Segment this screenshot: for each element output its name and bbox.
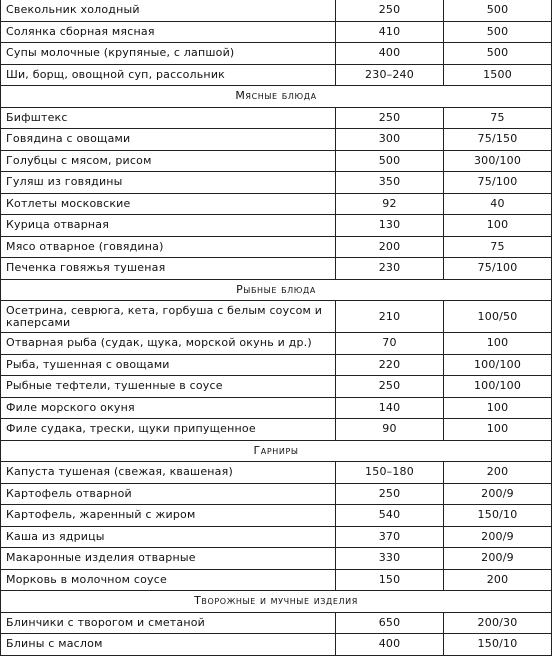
dish-name-cell: Мясо отварное (говядина) (1, 236, 336, 258)
dish-name-cell: Картофель отварной (1, 483, 336, 505)
value-b-cell: 200/9 (444, 483, 552, 505)
dish-name-cell: Отварная рыба (судак, щука, морской окунь и др.) (1, 333, 336, 355)
value-a-cell: 210 (336, 301, 444, 333)
table-row (1, 107, 552, 129)
dish-name-cell: Голубцы с мясом, рисом (1, 150, 336, 172)
value-b-cell: 500 (444, 21, 552, 43)
table-row (1, 236, 552, 258)
value-a-cell: 250 (336, 376, 444, 398)
value-a-cell: 70 (336, 333, 444, 355)
table-row (1, 505, 552, 527)
dish-name-cell: Рыбные тефтели, тушенные в соусе (1, 376, 336, 398)
value-a-cell: 220 (336, 354, 444, 376)
dish-name-cell: Морковь в молочном соусе (1, 569, 336, 591)
table-row (1, 354, 552, 376)
dish-name-cell: Свекольник холодный (1, 0, 336, 21)
value-b-cell: 100 (444, 397, 552, 419)
value-b-cell: 200/30 (444, 612, 552, 634)
dish-name-cell: Супы молочные (крупяные, с лапшой) (1, 43, 336, 65)
value-b-cell: 150/10 (444, 634, 552, 656)
dish-name-cell: Блинчики с творогом и сметаной (1, 612, 336, 634)
table-row (1, 333, 552, 355)
value-b-cell: 75/100 (444, 172, 552, 194)
dish-name-cell: Гуляш из говядины (1, 172, 336, 194)
table-row (1, 548, 552, 570)
value-b-cell: 40 (444, 193, 552, 215)
value-a-cell: 90 (336, 419, 444, 441)
section-header-row (1, 279, 552, 301)
table-row (1, 0, 552, 21)
value-a-cell: 500 (336, 150, 444, 172)
value-a-cell: 540 (336, 505, 444, 527)
value-b-cell: 200/9 (444, 548, 552, 570)
value-a-cell: 410 (336, 21, 444, 43)
value-a-cell: 150 (336, 569, 444, 591)
value-b-cell: 100 (444, 215, 552, 237)
dish-name-cell: Каша из ядрицы (1, 526, 336, 548)
table-row (1, 526, 552, 548)
value-b-cell: 200 (444, 569, 552, 591)
table-row (1, 419, 552, 441)
dish-name-cell: Котлеты московские (1, 193, 336, 215)
value-b-cell: 200 (444, 462, 552, 484)
value-b-cell: 1500 (444, 64, 552, 86)
value-a-cell: 150–180 (336, 462, 444, 484)
value-b-cell: 300/100 (444, 150, 552, 172)
table-row (1, 483, 552, 505)
table-row (1, 612, 552, 634)
dish-name-cell: Макаронные изделия отварные (1, 548, 336, 570)
value-b-cell: 75/100 (444, 258, 552, 280)
table-row (1, 258, 552, 280)
section-title: Творожные и мучные изделия (1, 591, 552, 613)
table-row (1, 129, 552, 151)
value-a-cell: 250 (336, 0, 444, 21)
value-b-cell: 100/100 (444, 376, 552, 398)
dish-name-cell: Ши, борщ, овощной суп, рассольник (1, 64, 336, 86)
section-title: Гарниры (1, 440, 552, 462)
value-a-cell: 370 (336, 526, 444, 548)
table-row (1, 43, 552, 65)
value-a-cell: 400 (336, 43, 444, 65)
table-row (1, 634, 552, 656)
table-row (1, 172, 552, 194)
value-a-cell: 140 (336, 397, 444, 419)
dish-name-cell: Бифштекс (1, 107, 336, 129)
value-a-cell: 250 (336, 107, 444, 129)
table-row (1, 397, 552, 419)
section-header-row (1, 86, 552, 108)
section-header-row (1, 440, 552, 462)
value-b-cell: 75 (444, 236, 552, 258)
value-a-cell: 92 (336, 193, 444, 215)
value-a-cell: 230–240 (336, 64, 444, 86)
value-a-cell: 230 (336, 258, 444, 280)
value-b-cell: 500 (444, 0, 552, 21)
value-a-cell: 300 (336, 129, 444, 151)
table-row (1, 21, 552, 43)
value-b-cell: 100/100 (444, 354, 552, 376)
dish-name-cell: Печенка говяжья тушеная (1, 258, 336, 280)
value-b-cell: 500 (444, 43, 552, 65)
table-body (1, 0, 552, 655)
value-b-cell: 150/10 (444, 505, 552, 527)
value-b-cell: 200/9 (444, 526, 552, 548)
dish-name-cell: Рыба, тушенная с овощами (1, 354, 336, 376)
table-row (1, 150, 552, 172)
value-a-cell: 130 (336, 215, 444, 237)
value-b-cell: 75 (444, 107, 552, 129)
table-row (1, 569, 552, 591)
value-a-cell: 650 (336, 612, 444, 634)
value-b-cell: 100 (444, 419, 552, 441)
dish-name-cell: Блины с маслом (1, 634, 336, 656)
dish-name-cell: Солянка сборная мясная (1, 21, 336, 43)
table-row (1, 376, 552, 398)
section-title: Мясные блюда (1, 86, 552, 108)
dish-name-cell: Капуста тушеная (свежая, квашеная) (1, 462, 336, 484)
table-row (1, 301, 552, 333)
dish-name-cell: Осетрина, севрюга, кета, горбуша с белым соусом и каперсами (1, 301, 336, 333)
value-a-cell: 250 (336, 483, 444, 505)
dish-name-cell: Говядина с овощами (1, 129, 336, 151)
value-a-cell: 400 (336, 634, 444, 656)
value-a-cell: 330 (336, 548, 444, 570)
value-b-cell: 75/150 (444, 129, 552, 151)
dish-name-cell: Филе морского окуня (1, 397, 336, 419)
value-a-cell: 350 (336, 172, 444, 194)
table-row (1, 215, 552, 237)
dish-name-cell: Филе судака, трески, щуки припущенное (1, 419, 336, 441)
section-title: Рыбные блюда (1, 279, 552, 301)
value-b-cell: 100 (444, 333, 552, 355)
dish-name-cell: Картофель, жаренный с жиром (1, 505, 336, 527)
table-row (1, 64, 552, 86)
value-b-cell: 100/50 (444, 301, 552, 333)
table-row (1, 462, 552, 484)
dish-name-cell: Курица отварная (1, 215, 336, 237)
table-row (1, 193, 552, 215)
section-header-row (1, 591, 552, 613)
value-a-cell: 200 (336, 236, 444, 258)
